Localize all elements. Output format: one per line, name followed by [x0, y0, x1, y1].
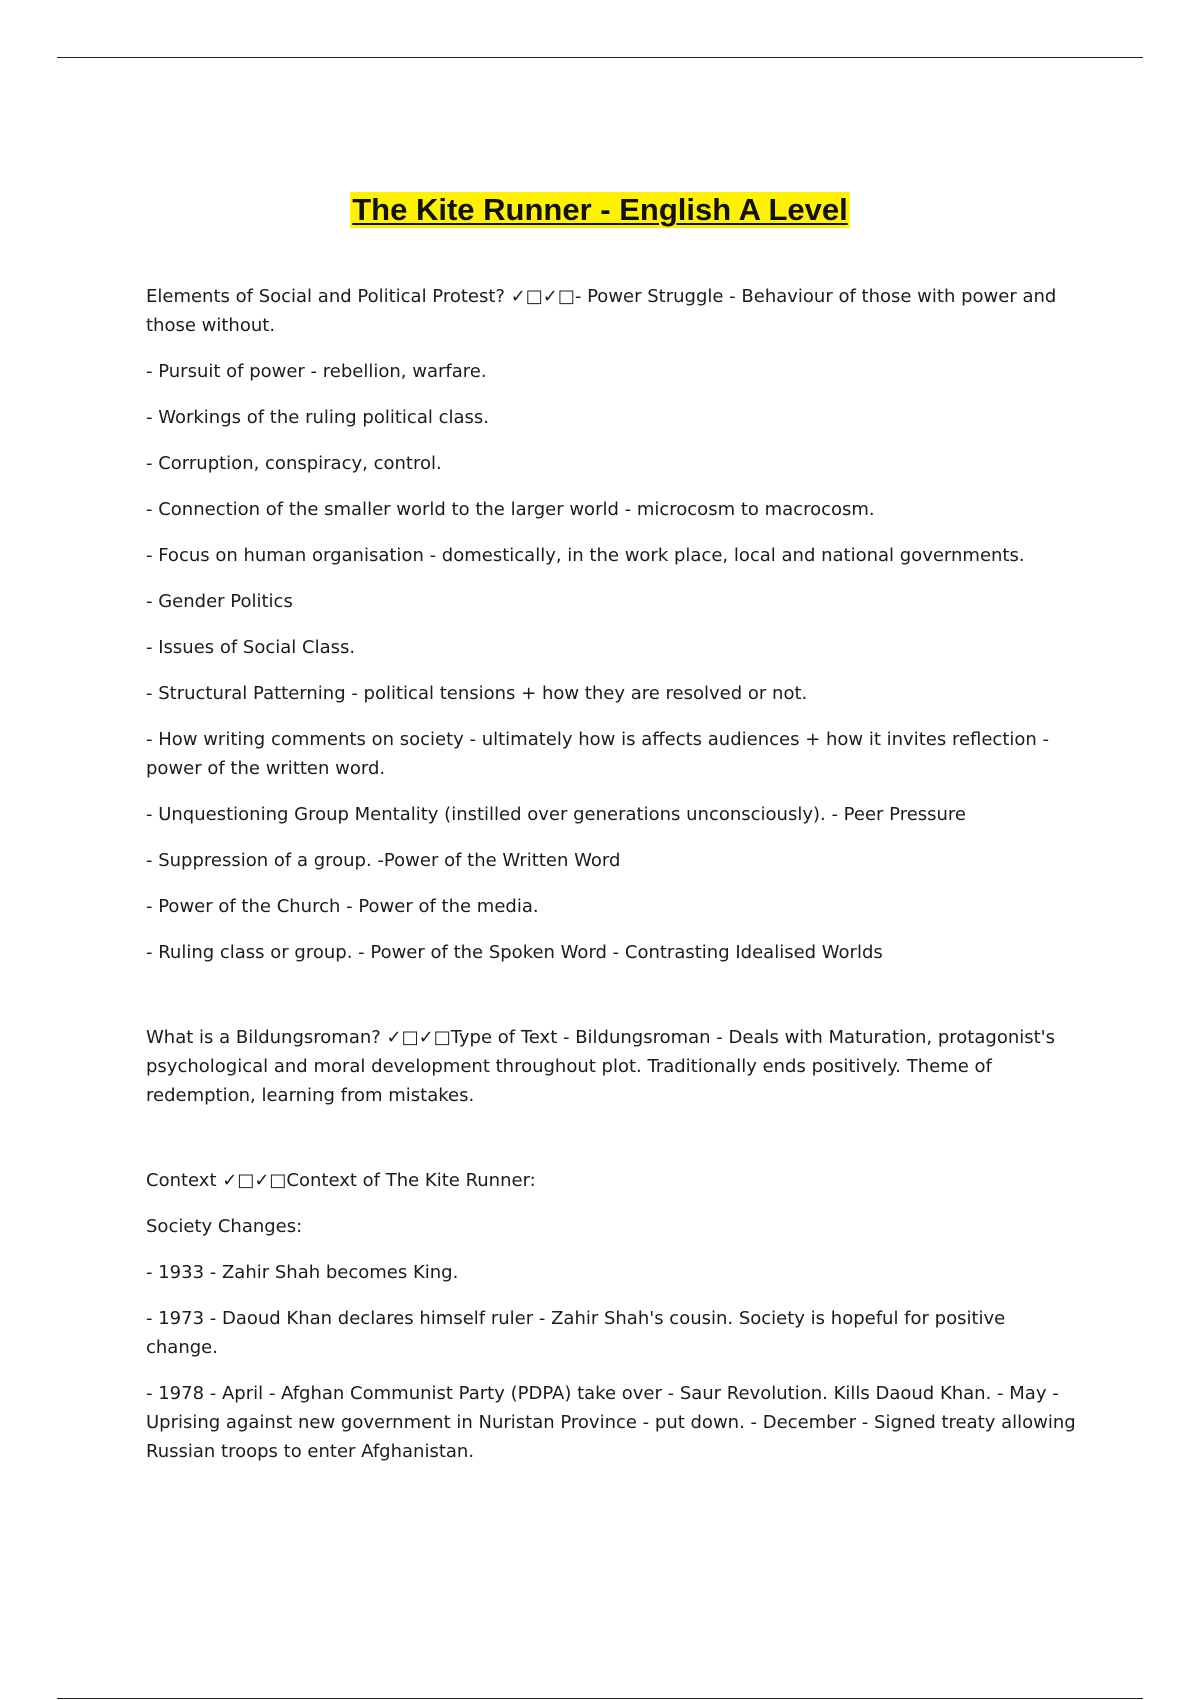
- bullet-item: - Unquestioning Group Mentality (instilled over generations unconsciously). - Peer Pressure: [146, 804, 967, 825]
- section-bildungsroman: [146, 1023, 1076, 1110]
- paragraph: Elements of Social and Political Protest? ✓□✓□- Power Struggle - Behaviour of those with power and those without.: [146, 286, 1057, 336]
- bullet-item: - Power of the Church - Power of the media.: [146, 896, 539, 917]
- bullet-item: - Connection of the smaller world to the larger world - microcosm to macrocosm.: [146, 499, 875, 520]
- section-social-political-protest: [146, 282, 1076, 967]
- bullet-item: - 1978 - April - Afghan Communist Party (PDPA) take over - Saur Revolution. Kills Daoud Khan. - May - Uprising against new government in Nuristan Province - put down. - December - Signed treaty allowing Russian troops to enter Afghanistan.: [146, 1383, 1076, 1462]
- paragraph: What is a Bildungsroman? ✓□✓□Type of Text - Bildungsroman - Deals with Maturation, protagonist's psychological and moral development throughout plot. Traditionally ends positively. Theme of redemption, learning from mistakes.: [146, 1027, 1056, 1106]
- bottom-rule: [57, 1698, 1143, 1699]
- bullet-item: - Corruption, conspiracy, control.: [146, 453, 442, 474]
- bullet-item: - Issues of Social Class.: [146, 637, 356, 658]
- bullet-item: - How writing comments on society - ultimately how is affects audiences + how it invites reflection - power of the written word.: [146, 729, 1050, 779]
- bullet-item: - Suppression of a group. -Power of the Written Word: [146, 850, 621, 871]
- bullet-item: - Structural Patterning - political tensions + how they are resolved or not.: [146, 683, 808, 704]
- bullet-item: - Pursuit of power - rebellion, warfare.: [146, 361, 487, 382]
- bullet-item: - 1973 - Daoud Khan declares himself ruler - Zahir Shah's cousin. Society is hopeful for positive change.: [146, 1308, 1006, 1358]
- paragraph: Society Changes:: [146, 1216, 303, 1237]
- title-container: [0, 192, 1200, 228]
- paragraph: Context ✓□✓□Context of The Kite Runner:: [146, 1170, 536, 1191]
- document-body: [146, 282, 1076, 1483]
- bullet-item: - 1933 - Zahir Shah becomes King.: [146, 1262, 459, 1283]
- bullet-item: - Ruling class or group. - Power of the Spoken Word - Contrasting Idealised Worlds: [146, 942, 883, 963]
- bullet-item: - Workings of the ruling political class.: [146, 407, 489, 428]
- bullet-item: - Gender Politics: [146, 591, 293, 612]
- top-rule: [57, 57, 1143, 58]
- section-context: [146, 1166, 1076, 1466]
- bullet-item: - Focus on human organisation - domestically, in the work place, local and national governments.: [146, 545, 1025, 566]
- document-title: The Kite Runner - English A Level: [352, 192, 848, 227]
